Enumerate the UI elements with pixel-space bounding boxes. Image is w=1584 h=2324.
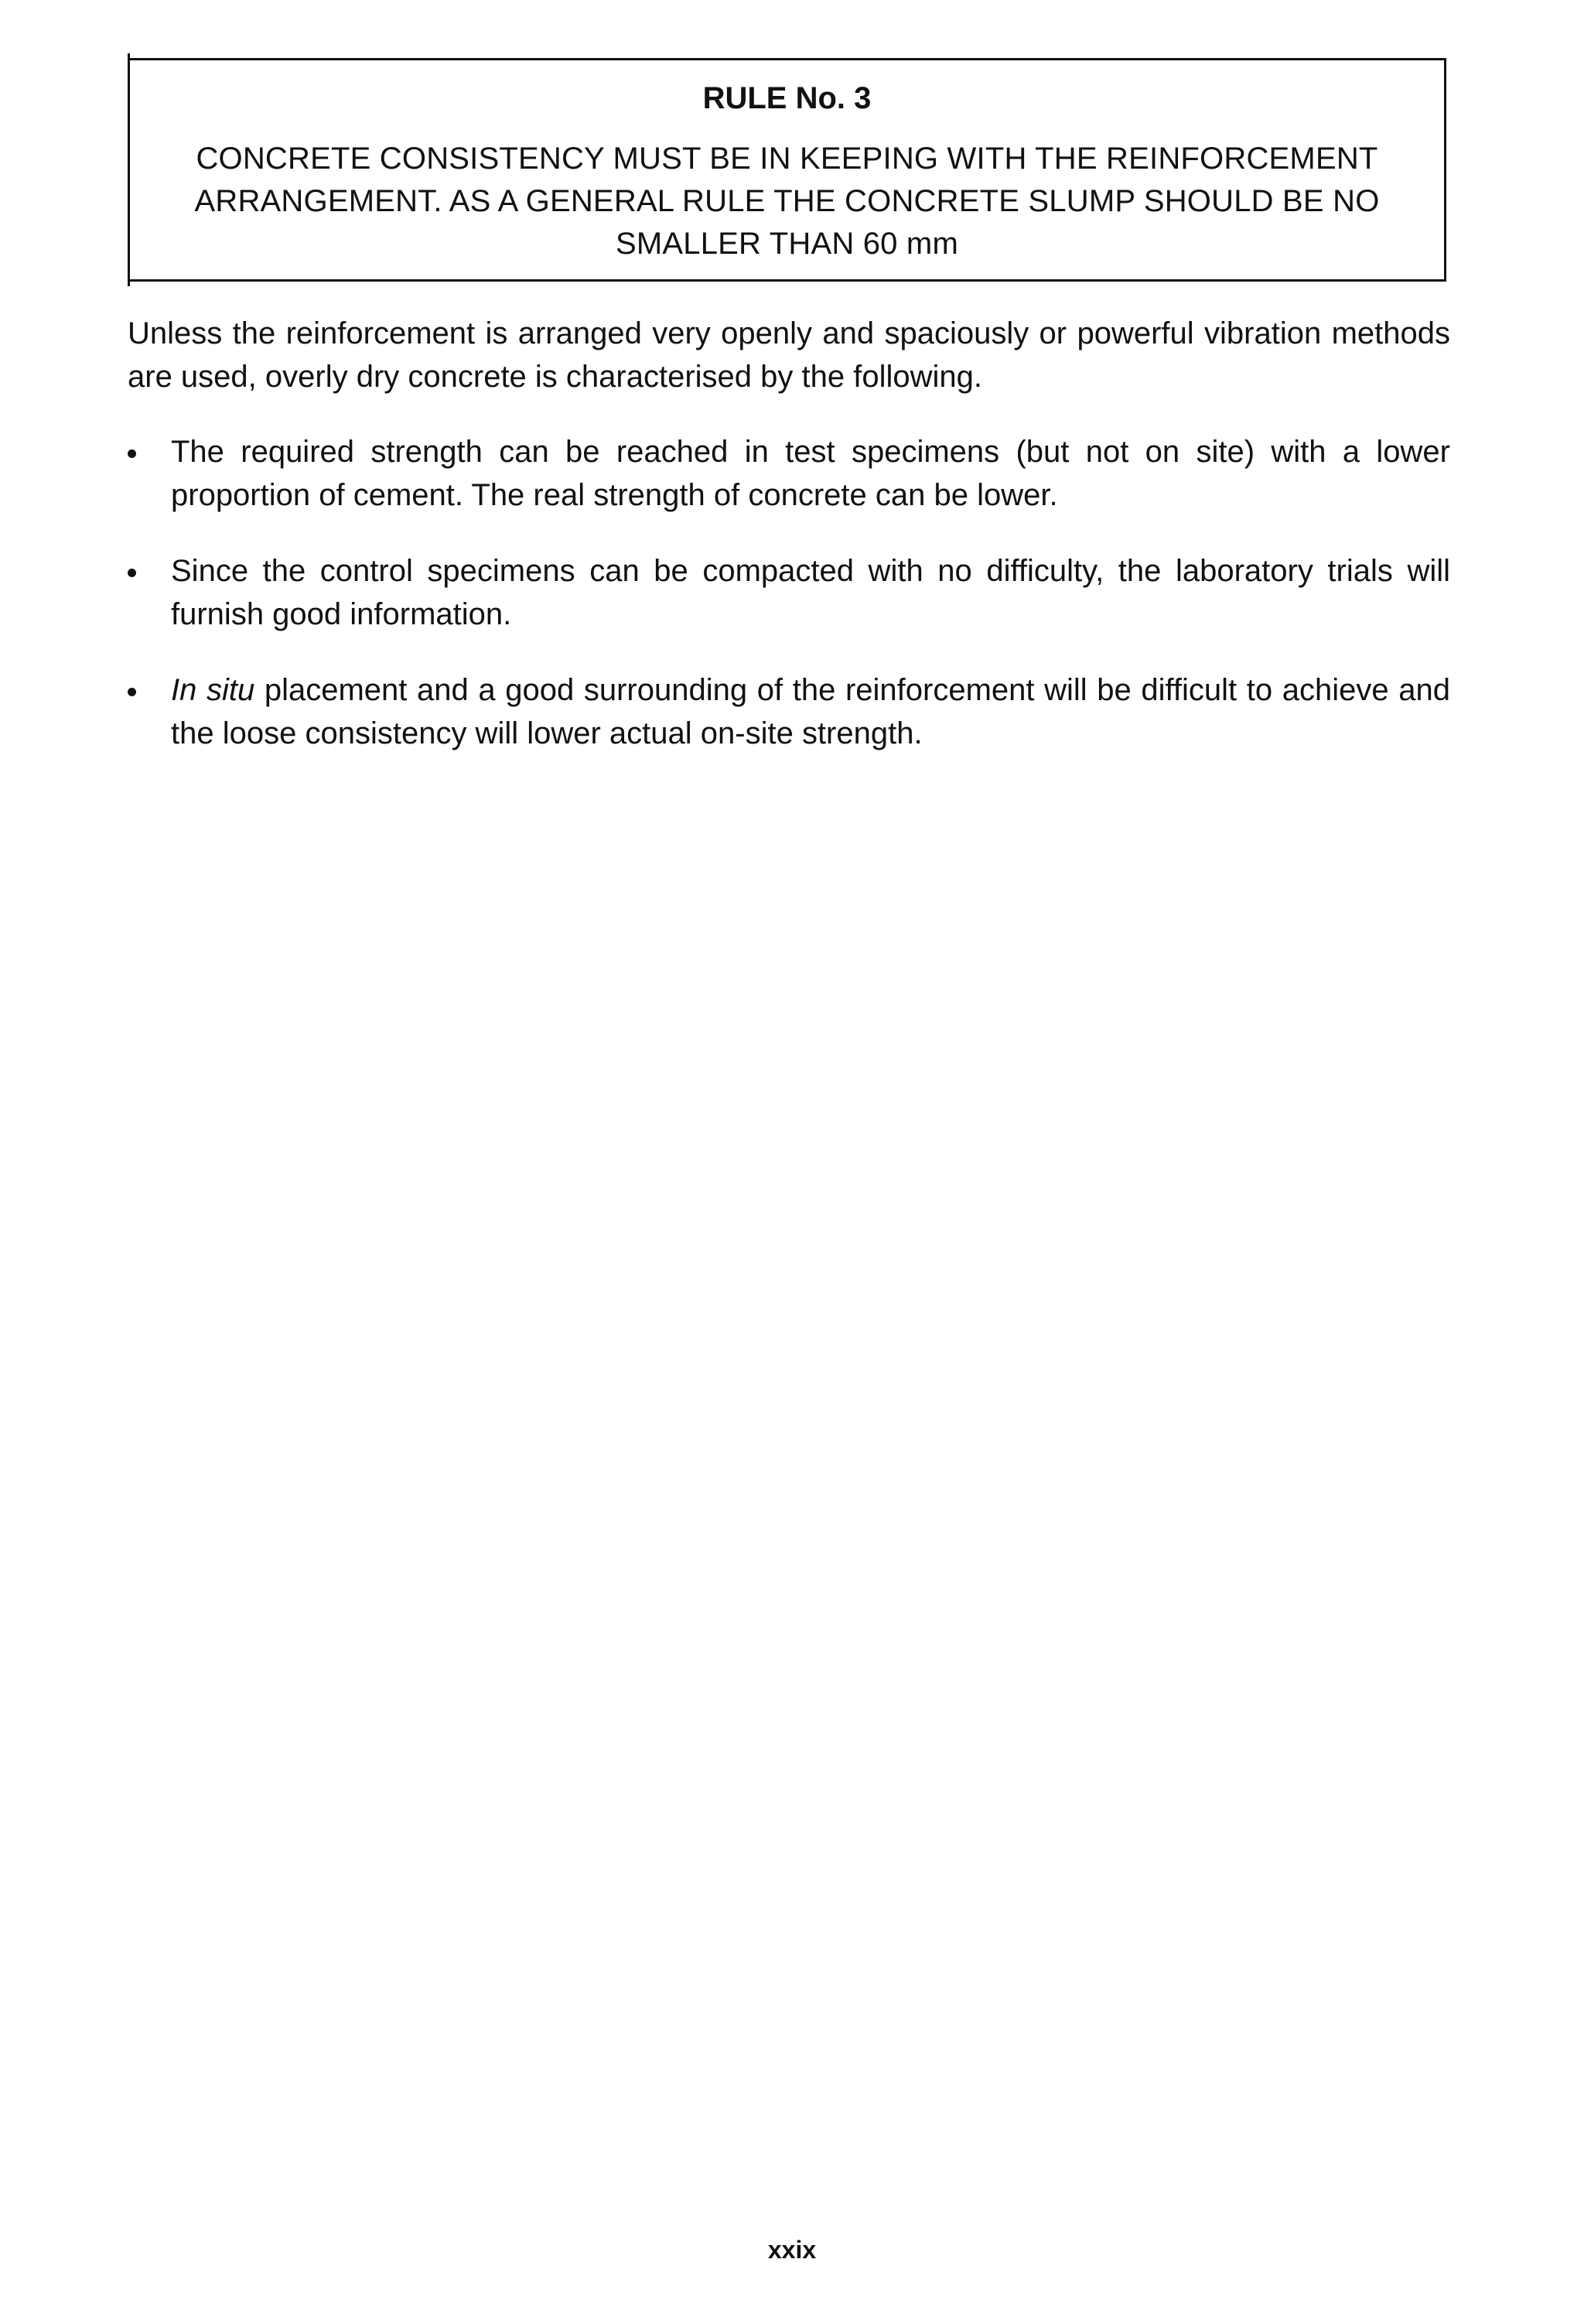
rule-box-top-border xyxy=(128,58,1446,60)
bullet-list xyxy=(128,430,1450,788)
rule-statement xyxy=(159,138,1415,265)
page-number: xxix xyxy=(767,2236,817,2264)
rule-box-bottom-border xyxy=(128,279,1446,282)
rule-statement-line-1: CONCRETE CONSISTENCY MUST BE IN KEEPING WITH THE REINFORCEMENT xyxy=(196,142,1378,176)
bullet-text: The required strength can be reached in test specimens (but not on site) with a lower proportion of cement. The real strength of concrete can be lower. xyxy=(171,435,1450,512)
rule-title: RULE No. 3 xyxy=(702,81,872,115)
rule-statement-line-2: ARRANGEMENT. AS A GENERAL RULE THE CONCRETE SLUMP SHOULD BE NO xyxy=(194,184,1380,218)
bullet-text: placement and a good surrounding of the reinforcement will be difficult to achieve and the loose consistency will lower actual on-site strength. xyxy=(171,673,1450,750)
rule-statement-line-3: SMALLER THAN 60 mm xyxy=(616,227,958,261)
rule-box xyxy=(128,58,1446,282)
intro-paragraph: Unless the reinforcement is arranged very openly and spaciously or powerful vibration methods are used, overly dry concrete is characterised by the following. xyxy=(128,316,1450,394)
bullet-item xyxy=(128,430,1450,517)
bullet-item xyxy=(128,668,1450,755)
bullet-item xyxy=(128,549,1450,636)
bullet-text: Since the control specimens can be compacted with no difficulty, the laboratory trials will furnish good information. xyxy=(171,554,1450,631)
bullet-italic-lead: In situ xyxy=(171,673,255,707)
